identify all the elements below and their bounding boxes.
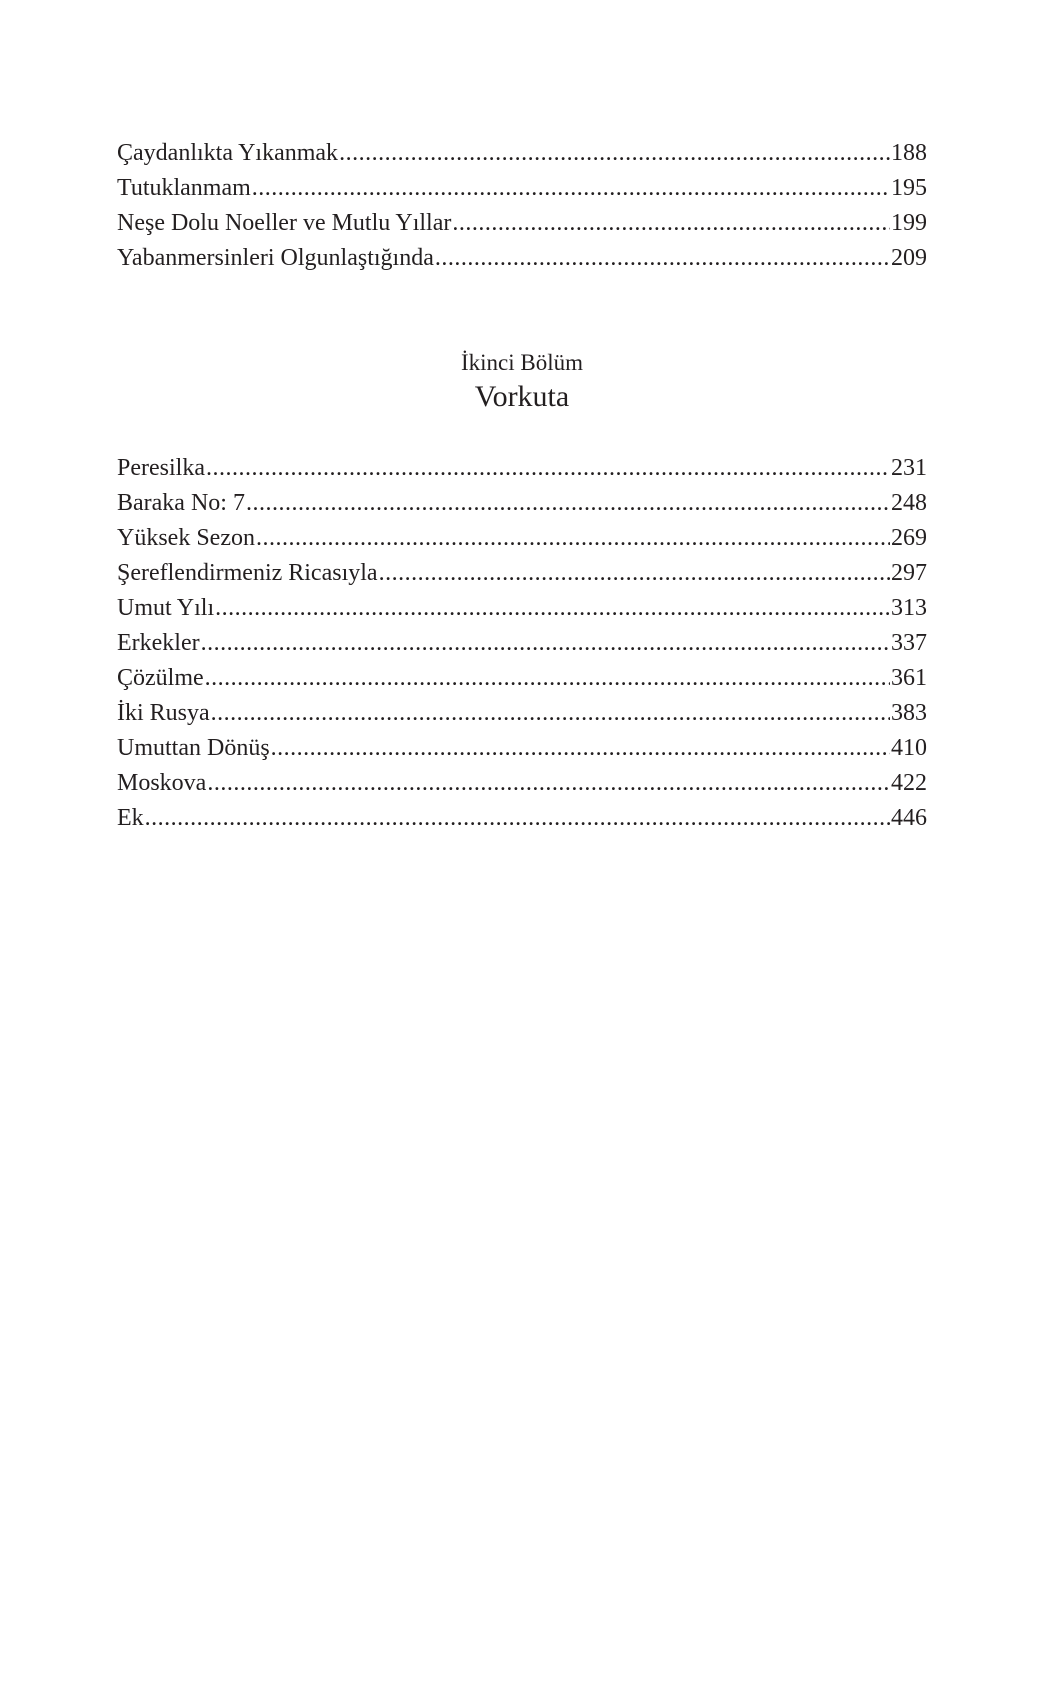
- toc-entry: [117, 521, 927, 556]
- toc-entry-page: 269: [891, 525, 927, 551]
- toc-entry: [117, 696, 927, 731]
- toc-dot-leader: [339, 136, 890, 171]
- toc-entry-page: 248: [891, 490, 927, 516]
- section-label: İkinci Bölüm: [460, 350, 584, 375]
- toc-entry: [117, 801, 927, 836]
- toc-dot-leader: [379, 556, 890, 591]
- toc-entry-title: Peresilka: [117, 455, 205, 481]
- section-header: [117, 348, 927, 416]
- toc-entry: [117, 626, 927, 661]
- toc-entry: [117, 661, 927, 696]
- toc-entry-page: 313: [891, 595, 927, 621]
- toc-entry: [117, 486, 927, 521]
- toc-dot-leader: [206, 451, 890, 486]
- toc-entry-page: 188: [891, 140, 927, 166]
- toc-dot-leader: [256, 521, 890, 556]
- toc-dot-leader: [435, 241, 890, 276]
- toc-dot-leader: [201, 626, 890, 661]
- toc-entry: [117, 136, 927, 171]
- toc-dot-leader: [215, 591, 890, 626]
- toc-entry-title: Tutuklanmam: [117, 175, 251, 201]
- toc-list-part-one: [117, 136, 927, 276]
- toc-entry-page: 199: [891, 210, 927, 236]
- toc-entry-title: Yabanmersinleri Olgunlaştığında: [117, 245, 434, 271]
- toc-entry-page: 383: [891, 700, 927, 726]
- toc-list-part-two: [117, 451, 927, 836]
- toc-entry-title: Neşe Dolu Noeller ve Mutlu Yıllar: [117, 210, 452, 236]
- toc-dot-leader: [246, 486, 890, 521]
- toc-entry-title: Çözülme: [117, 665, 204, 691]
- toc-entry-page: 446: [891, 805, 927, 831]
- toc-dot-leader: [145, 801, 890, 836]
- toc-entry-title: Şereflendirmeniz Ricasıyla: [117, 560, 378, 586]
- toc-entry-title: İki Rusya: [117, 700, 210, 726]
- toc-dot-leader: [207, 766, 890, 801]
- toc-entry-page: 410: [891, 735, 927, 761]
- toc-entry: [117, 171, 927, 206]
- toc-entry-page: 231: [891, 455, 927, 481]
- toc-entry-title: Baraka No: 7: [117, 490, 245, 516]
- toc-entry-title: Çaydanlıkta Yıkanmak: [117, 140, 339, 166]
- toc-entry-title: Umuttan Dönüş: [117, 735, 270, 761]
- toc-entry-page: 361: [891, 665, 927, 691]
- toc-entry: [117, 206, 927, 241]
- toc-dot-leader: [211, 696, 890, 731]
- toc-entry-page: 422: [891, 770, 927, 796]
- toc-entry-page: 195: [891, 175, 927, 201]
- toc-entry: [117, 731, 927, 766]
- toc-entry: [117, 556, 927, 591]
- toc-entry-title: Erkekler: [117, 630, 200, 656]
- toc-entry-title: Umut Yılı: [117, 595, 215, 621]
- toc-entry: [117, 591, 927, 626]
- section-title: Vorkuta: [474, 380, 570, 413]
- toc-entry-title: Yüksek Sezon: [117, 525, 255, 551]
- toc-entry: [117, 766, 927, 801]
- toc-dot-leader: [205, 661, 890, 696]
- toc-dot-leader: [452, 206, 890, 241]
- toc-dot-leader: [271, 731, 890, 766]
- toc-entry-page: 297: [891, 560, 927, 586]
- toc-entry-title: Moskova: [117, 770, 207, 796]
- toc-entry-page: 209: [891, 245, 927, 271]
- toc-entry: [117, 241, 927, 276]
- toc-entry-title: Ek: [117, 805, 144, 831]
- toc-entry-page: 337: [891, 630, 927, 656]
- toc-dot-leader: [252, 171, 890, 206]
- toc-entry: [117, 451, 927, 486]
